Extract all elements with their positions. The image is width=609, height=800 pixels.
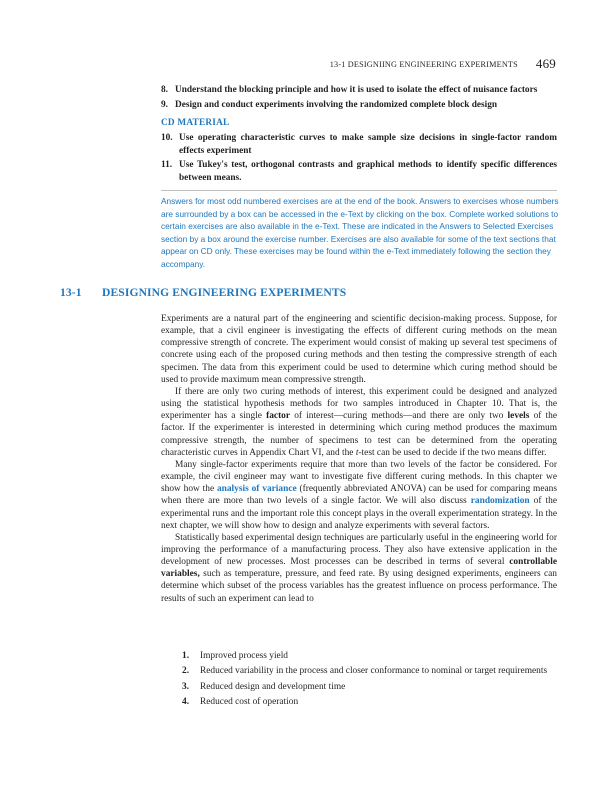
list-text: Reduced design and development time — [200, 681, 346, 692]
cd-material-heading: CD MATERIAL — [161, 118, 230, 128]
keyword-levels: levels — [507, 411, 530, 422]
list-item — [182, 696, 557, 708]
text-run: of the factor. If the experimenter is interested in determining which curing method produces the maximum compressive strength, the number of specimens to test can be determined from the operating characteristic curves in Appendix Chart VI, and the — [161, 411, 557, 458]
text-run: Many single-factor experiments require that more than two levels of the factor be considered. For example, the civil engineer may want to investigate five different curing methods. In this chapter we show how the — [161, 459, 557, 495]
results-list — [182, 650, 557, 712]
running-head-title: 13-1 DESIGNIING ENGINEERING EXPERIMENTS — [329, 60, 518, 69]
text-run: of interest—curing methods—and there are only two — [290, 411, 508, 422]
objective-number: 11. — [161, 160, 173, 170]
running-head — [0, 56, 556, 72]
list-number: 4. — [182, 697, 190, 708]
paragraph — [161, 386, 557, 459]
list-number: 2. — [182, 666, 190, 677]
text-run: -test can be used to decide if the two means differ. — [358, 447, 547, 458]
keyword-randomization: randomization — [470, 496, 530, 507]
italic-t: t — [355, 447, 359, 458]
objective-item — [161, 99, 557, 112]
keyword-analysis-of-variance: analysis of variance — [216, 484, 297, 495]
list-item — [182, 650, 557, 662]
text-run: (frequently abbreviated ANOVA) can be used for comparing means when there are more than two levels of a single factor. We will also discuss — [161, 484, 557, 507]
text-run: of the experimental runs and the important role this concept plays in the overall experimentation strategy. In the next chapter, we will show how to design and analyze experiments with several factors. — [161, 496, 558, 531]
list-number: 1. — [182, 651, 190, 661]
objective-text: Use Tukey's test, orthogonal contrasts and graphical methods to identify specific differences between means. — [179, 160, 557, 183]
objective-number: 9. — [161, 100, 168, 110]
page-number: 469 — [535, 56, 556, 71]
text-run: If there are only two curing methods of interest, this experiment could be designed and analyzed using the statistical hypothesis methods for two samples introduced in Chapter 10. That is, the experimenter has a single — [161, 386, 557, 422]
objective-number: 8. — [161, 85, 168, 95]
list-item — [182, 665, 557, 677]
body-text — [161, 313, 557, 605]
objective-text: Use operating characteristic curves to make sample size decisions in single-factor random effects experiment — [179, 133, 557, 156]
paragraph — [161, 459, 557, 532]
list-text: Improved process yield — [200, 651, 288, 661]
objective-text: Design and conduct experiments involving the randomized complete block design — [175, 100, 498, 110]
answers-note: Answers for most odd numbered exercises are at the end of the book. Answers to exercises whose numbers are surrounded by a box can be accessed in the e-Text by clicking on the box. Complete worked solutions to certain exercises are also available in the e-Text. These are indicated in the Answers to Selected Exercises section by a box around the exercise number. Exercises are also available for some of the text sections that appear on CD only. These exercises may be found within the e-Text immediately following the section they accompany. — [161, 196, 559, 269]
objective-item — [161, 84, 557, 97]
text-run: Statistically based experimental design techniques are particularly useful in the engineering world for improving the performance of a manufacturing process. They also have extensive application in the development of new processes. Most processes can be described in terms of several — [161, 532, 557, 568]
paragraph: Experiments are a natural part of the engineering and scientific decision-making process. Suppose, for example, that a civil engineer is investigating the effects of different curing methods on the mean compressive strength of concrete. The experiment would consist of making up several test specimens of concrete using each of the proposed curing methods and then testing the compressive strength of each specimen. The data from this experiment could be used to determine which curing method should be used to provide maximum mean compressive strength. — [161, 314, 557, 385]
divider-rule — [161, 190, 557, 191]
list-text: Reduced cost of operation — [200, 697, 299, 708]
objective-text: Understand the blocking principle and how it is used to isolate the effect of nuisance factors — [175, 85, 538, 95]
paragraph — [161, 532, 557, 605]
objective-item — [161, 159, 557, 185]
objective-number: 10. — [161, 133, 173, 143]
keyword-controllable-variables: controllable variables, — [161, 557, 557, 580]
list-item — [182, 681, 557, 693]
text-run: such as temperature, pressure, and feed rate. By using designed experiments, engineers can determine which subset of the process variables has the greatest influence on process performance. The results of such an experiment can lead to — [161, 569, 557, 604]
section-title: DESIGNING ENGINEERING EXPERIMENTS — [102, 286, 347, 299]
list-number: 3. — [182, 681, 190, 692]
list-text: Reduced variability in the process and closer conformance to nominal or target requirements — [200, 666, 548, 677]
keyword-factor: factor — [266, 411, 291, 422]
objective-item — [161, 132, 557, 158]
section-heading — [60, 286, 346, 299]
section-number: 13-1 — [60, 286, 82, 299]
